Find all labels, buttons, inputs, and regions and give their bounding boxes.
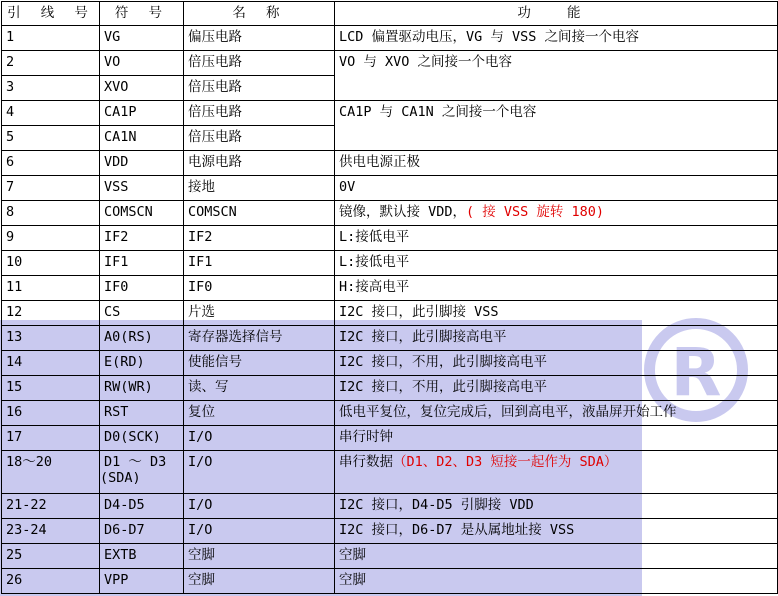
pin-symbol: EXTB xyxy=(100,544,184,569)
pin-symbol: VDD xyxy=(100,151,184,176)
pin-no: 6 xyxy=(2,151,100,176)
pin-table xyxy=(1,1,778,594)
table-row xyxy=(2,151,778,176)
function-text: 串行数据 xyxy=(339,454,393,470)
pin-no: 11 xyxy=(2,276,100,301)
function-note-red: ( 接 VSS 旋转 180) xyxy=(466,204,605,220)
pin-no: 1 xyxy=(2,26,100,51)
pin-function: I2C 接口，D4-D5 引脚接 VDD xyxy=(335,494,778,519)
pin-symbol-line2: (SDA) xyxy=(100,470,141,486)
pin-function: I2C 接口，此引脚接高电平 xyxy=(335,326,778,351)
pin-name: I/O xyxy=(184,451,335,494)
pin-name: IF0 xyxy=(184,276,335,301)
pin-function: CA1P 与 CA1N 之间接一个电容 xyxy=(335,101,778,151)
pin-symbol: IF0 xyxy=(100,276,184,301)
pin-no: 7 xyxy=(2,176,100,201)
pin-symbol: CA1N xyxy=(100,126,184,151)
pin-function: H:接高电平 xyxy=(335,276,778,301)
pin-no: 16 xyxy=(2,401,100,426)
pin-name: 倍压电路 xyxy=(184,51,335,76)
pin-name: I/O xyxy=(184,519,335,544)
table-row xyxy=(2,226,778,251)
table-row xyxy=(2,426,778,451)
table-row xyxy=(2,519,778,544)
pin-no: 21-22 xyxy=(2,494,100,519)
pin-no: 8 xyxy=(2,201,100,226)
pin-name: 复位 xyxy=(184,401,335,426)
pin-symbol: D4-D5 xyxy=(100,494,184,519)
pin-name: I/O xyxy=(184,494,335,519)
pin-name: 倍压电路 xyxy=(184,76,335,101)
pin-function xyxy=(335,201,778,226)
pin-name: COMSCN xyxy=(184,201,335,226)
pin-symbol: IF1 xyxy=(100,251,184,276)
pin-function xyxy=(335,451,778,494)
table-row xyxy=(2,494,778,519)
function-note-red: （D1、D2、D3 短接一起作为 SDA） xyxy=(393,454,618,470)
table-row xyxy=(2,451,778,494)
pin-name: IF1 xyxy=(184,251,335,276)
pin-symbol: D6-D7 xyxy=(100,519,184,544)
pin-no: 10 xyxy=(2,251,100,276)
pin-symbol: COMSCN xyxy=(100,201,184,226)
pin-function: L:接低电平 xyxy=(335,251,778,276)
header-pin-no: 引 线 号 xyxy=(2,2,100,26)
pin-name: 接地 xyxy=(184,176,335,201)
pin-name: 倍压电路 xyxy=(184,101,335,126)
function-text: 镜像，默认接 VDD， xyxy=(339,204,467,220)
pin-function: I2C 接口，D6-D7 是从属地址接 VSS xyxy=(335,519,778,544)
pin-symbol: CS xyxy=(100,301,184,326)
pin-no: 15 xyxy=(2,376,100,401)
pin-function: 0V xyxy=(335,176,778,201)
pin-function: 低电平复位，复位完成后，回到高电平，液晶屏开始工作 xyxy=(335,401,778,426)
pin-symbol: VO xyxy=(100,51,184,76)
pin-no: 5 xyxy=(2,126,100,151)
table-row xyxy=(2,351,778,376)
pin-no: 25 xyxy=(2,544,100,569)
table-row xyxy=(2,276,778,301)
table-row xyxy=(2,176,778,201)
pin-no: 23-24 xyxy=(2,519,100,544)
table-row xyxy=(2,376,778,401)
pin-function: 串行时钟 xyxy=(335,426,778,451)
header-row xyxy=(2,2,778,26)
pin-symbol-line1: D1 ～ D3 xyxy=(104,454,167,470)
pin-no: 26 xyxy=(2,569,100,594)
table-row xyxy=(2,251,778,276)
pin-symbol: IF2 xyxy=(100,226,184,251)
pin-symbol: VG xyxy=(100,26,184,51)
pin-symbol: RST xyxy=(100,401,184,426)
table-row xyxy=(2,51,778,76)
pin-symbol: CA1P xyxy=(100,101,184,126)
pin-symbol: VPP xyxy=(100,569,184,594)
header-name: 名 称 xyxy=(184,2,335,26)
pin-symbol: RW(WR) xyxy=(100,376,184,401)
pin-name: 倍压电路 xyxy=(184,126,335,151)
pin-function: L:接低电平 xyxy=(335,226,778,251)
pin-no: 3 xyxy=(2,76,100,101)
pin-function: 空脚 xyxy=(335,569,778,594)
table-row xyxy=(2,544,778,569)
pin-function: I2C 接口，不用，此引脚接高电平 xyxy=(335,376,778,401)
pin-name: 空脚 xyxy=(184,569,335,594)
registered-mark-icon: R xyxy=(644,318,748,422)
pin-function: VO 与 XVO 之间接一个电容 xyxy=(335,51,778,101)
pin-symbol: E(RD) xyxy=(100,351,184,376)
pin-name: 空脚 xyxy=(184,544,335,569)
pin-name: I/O xyxy=(184,426,335,451)
pin-no: 4 xyxy=(2,101,100,126)
pin-function: I2C 接口，不用，此引脚接高电平 xyxy=(335,351,778,376)
pin-name: 片选 xyxy=(184,301,335,326)
pin-name: 读、写 xyxy=(184,376,335,401)
table-row xyxy=(2,301,778,326)
table-row xyxy=(2,101,778,126)
pin-name: IF2 xyxy=(184,226,335,251)
pin-name: 偏压电路 xyxy=(184,26,335,51)
pin-no: 14 xyxy=(2,351,100,376)
pin-no: 13 xyxy=(2,326,100,351)
table-row xyxy=(2,569,778,594)
pin-function: LCD 偏置驱动电压，VG 与 VSS 之间接一个电容 xyxy=(335,26,778,51)
header-symbol: 符 号 xyxy=(100,2,184,26)
table-row xyxy=(2,401,778,426)
pin-symbol xyxy=(100,451,184,494)
pin-symbol: XVO xyxy=(100,76,184,101)
pin-function: 供电电源正极 xyxy=(335,151,778,176)
pin-no: 18～20 xyxy=(2,451,100,494)
pin-no: 17 xyxy=(2,426,100,451)
table-row xyxy=(2,326,778,351)
pin-no: 9 xyxy=(2,226,100,251)
pin-function: 空脚 xyxy=(335,544,778,569)
pin-symbol: A0(RS) xyxy=(100,326,184,351)
pin-function: I2C 接口，此引脚接 VSS xyxy=(335,301,778,326)
table-row xyxy=(2,26,778,51)
pin-name: 电源电路 xyxy=(184,151,335,176)
header-function: 功 能 xyxy=(335,2,778,26)
pin-name: 使能信号 xyxy=(184,351,335,376)
table-row xyxy=(2,201,778,226)
pin-symbol: D0(SCK) xyxy=(100,426,184,451)
pin-symbol: VSS xyxy=(100,176,184,201)
pin-no: 2 xyxy=(2,51,100,76)
pin-no: 12 xyxy=(2,301,100,326)
pin-name: 寄存器选择信号 xyxy=(184,326,335,351)
